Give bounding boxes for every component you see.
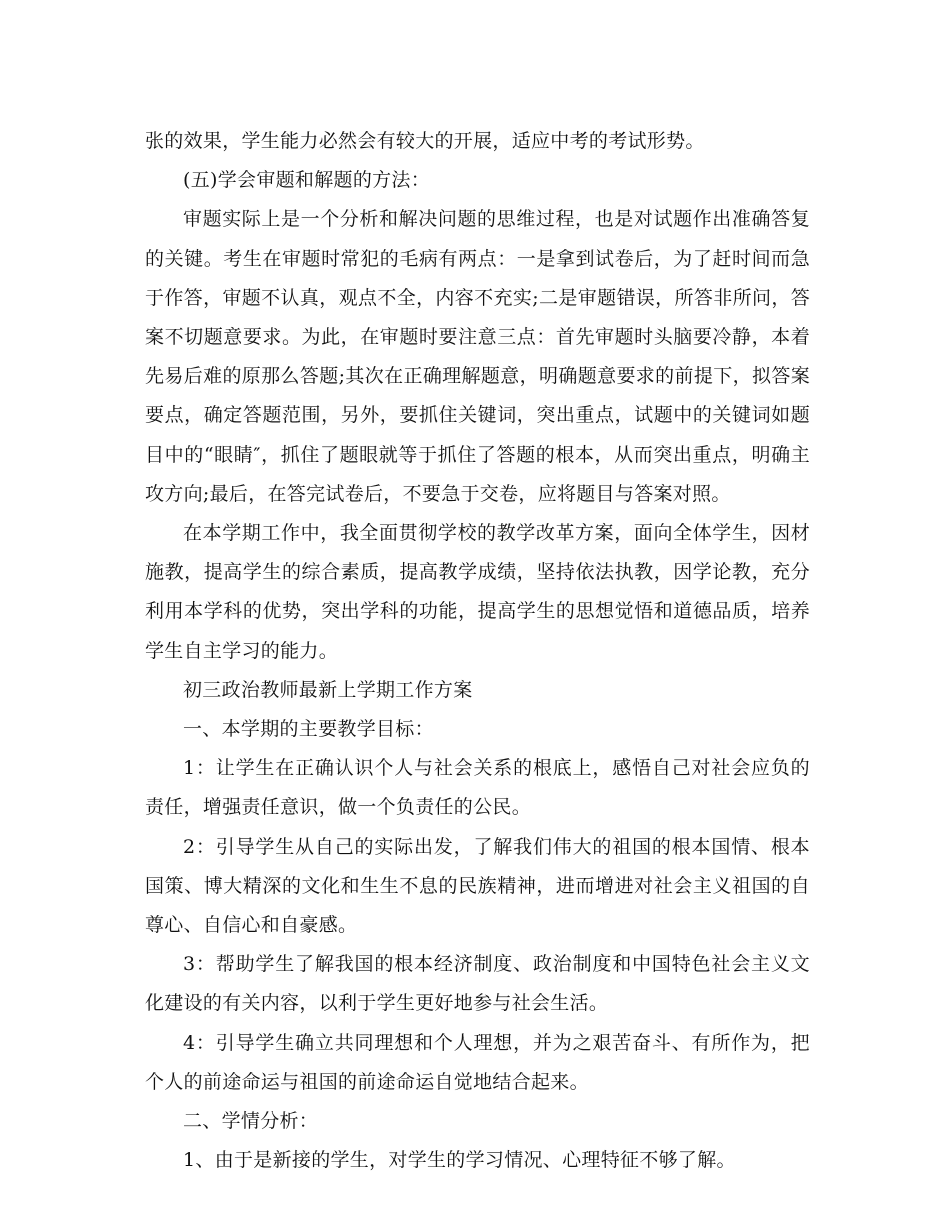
section-heading: (五)学会审题和解题的方法：: [183, 169, 431, 192]
list-item: 1：让学生在正确认识个人与社会关系的根底上，感悟自己对社会应负的责任，增强责任意识，做一个负责任的公民。: [145, 757, 810, 819]
list-item: 3：帮助学生了解我国的根本经济制度、政治制度和中国特色社会主义文化建设的有关内容，以利于学生更好地参与社会生活。: [145, 953, 810, 1015]
list-item: 2：引导学生从自己的实际出发，了解我们伟大的祖国的根本国情、根本国策、博大精深的文化和生生不息的民族精神，进而增进对社会主义祖国的自尊心、自信心和自豪感。: [145, 835, 810, 937]
list-item: 1、由于是新接的学生，对学生的学习情况、心理特征不够了解。: [183, 1149, 736, 1172]
document-title: 初三政治教师最新上学期工作方案: [183, 678, 473, 701]
document-body: [145, 122, 810, 1180]
paragraph: 审题实际上是一个分析和解决问题的思维过程，也是对试题作出准确答复的关键。考生在审题时常犯的毛病有两点：一是拿到试卷后，为了赶时间而急于作答，审题不认真，观点不全，内容不充实;二是审题错误，所答非所问，答案不切题意要求。为此，在审题时要注意三点：首先审题时头脑要冷静，本着先易后难的原那么答题;其次在正确理解题意，明确题意要求的前提下，拟答案要点，确定答题范围，另外，要抓住关键词，突出重点，试题中的关键词如题目中的“眼睛″，抓住了题眼就等于抓住了答题的根本，从而突出重点，明确主攻方向;最后，在答完试卷后，不要急于交卷，应将题目与答案对照。: [145, 208, 810, 505]
paragraph: 张的效果，学生能力必然会有较大的开展，适应中考的考试形势。: [145, 130, 705, 152]
list-item: 4：引导学生确立共同理想和个人理想，并为之艰苦奋斗、有所作为，把个人的前途命运与祖国的前途命运自觉地结合起来。: [145, 1031, 810, 1093]
section-heading: 二、学情分析：: [183, 1110, 319, 1133]
section-heading: 一、本学期的主要教学目标：: [183, 718, 434, 741]
paragraph: 在本学期工作中，我全面贯彻学校的教学改革方案，面向全体学生，因材施教，提高学生的综合素质，提高教学成绩，坚持依法执教，因学论教，充分利用本学科的优势，突出学科的功能，提高学生的思想觉悟和道德品质，培养学生自主学习的能力。: [145, 522, 810, 662]
